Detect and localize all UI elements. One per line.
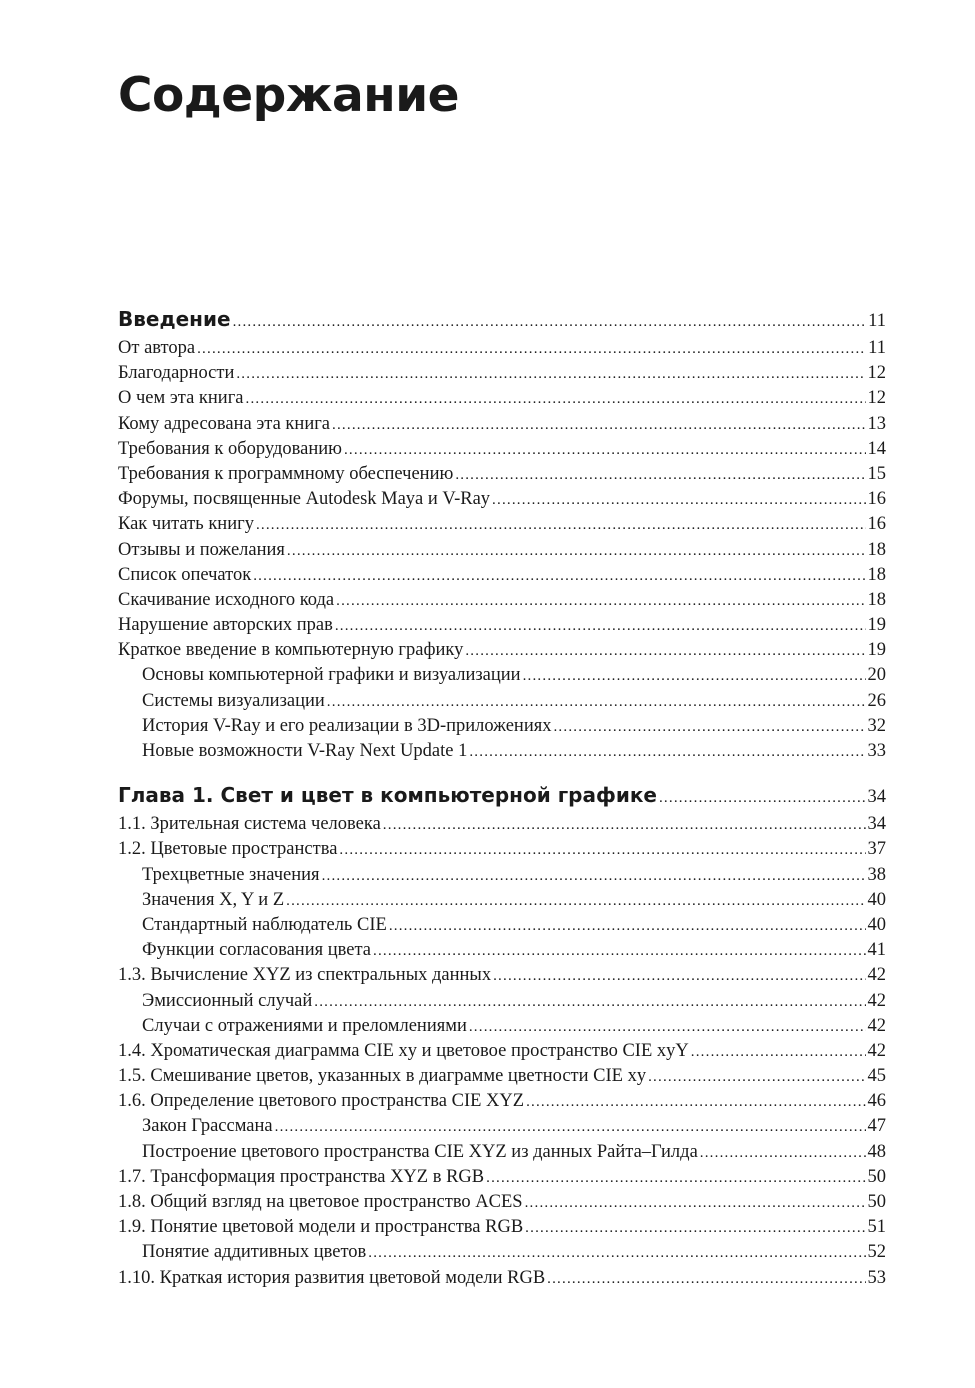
dot-leader	[700, 1141, 866, 1166]
toc-page-number: 12	[867, 363, 886, 384]
dot-leader	[332, 413, 865, 438]
toc-page-number: 41	[867, 940, 886, 961]
dot-leader	[469, 1015, 866, 1040]
toc-entry[interactable]	[118, 386, 886, 411]
toc-entry[interactable]	[118, 1266, 886, 1291]
toc-entry[interactable]	[118, 462, 886, 487]
toc-entry-label: История V-Ray и его реализации в 3D-приложениях	[142, 715, 552, 736]
toc-entry[interactable]	[118, 1039, 886, 1064]
toc-subentry[interactable]	[118, 888, 886, 913]
dot-leader	[525, 1216, 865, 1241]
dot-leader	[659, 781, 866, 815]
dot-leader	[553, 715, 865, 740]
toc-entry-label: Системы визуализации	[142, 690, 325, 711]
toc-subentry[interactable]	[118, 714, 886, 739]
toc-page-number: 42	[867, 990, 886, 1011]
toc-entry-label: Стандартный наблюдатель CIE	[142, 914, 387, 935]
toc-entry-label: Требования к оборудованию	[118, 438, 342, 459]
dot-leader	[368, 1241, 865, 1266]
toc-entry-label: Понятие аддитивных цветов	[142, 1242, 367, 1263]
dot-leader	[253, 564, 865, 589]
toc-entry-label: Нарушение авторских прав	[118, 615, 333, 636]
dot-leader	[256, 513, 866, 538]
toc-subentry[interactable]	[118, 689, 886, 714]
toc-subentry[interactable]	[118, 863, 886, 888]
toc-entry[interactable]	[118, 437, 886, 462]
toc-page-number: 38	[867, 864, 886, 885]
toc-entry[interactable]	[118, 336, 886, 361]
dot-leader	[335, 614, 866, 639]
toc-entry-label: 1.6. Определение цветового пространства CIE XYZ	[118, 1091, 525, 1112]
dot-leader	[547, 1267, 865, 1292]
toc-entry-label: 1.3. Вычисление XYZ из спектральных данных	[118, 965, 492, 986]
toc-entry[interactable]	[118, 613, 886, 638]
toc-entry-label: Случаи с отражениями и преломлениями	[142, 1015, 467, 1036]
toc-entry-label: 1.10. Краткая история развития цветовой модели RGB	[118, 1267, 546, 1288]
toc-entry-label: Форумы, посвященные Autodesk Maya и V-Ray	[118, 489, 491, 510]
toc-heading-chapter-1[interactable]	[118, 778, 886, 812]
toc-entry[interactable]	[118, 1064, 886, 1089]
dot-leader	[322, 864, 866, 889]
dot-leader	[389, 914, 866, 939]
toc-page-number: 16	[867, 489, 886, 510]
toc-page-number: 50	[867, 1192, 886, 1212]
toc-entry-label: 1.9. Понятие цветовой модели и пространства RGB	[118, 1217, 524, 1238]
toc-page-number: 18	[867, 589, 886, 610]
toc-page-number: 14	[867, 438, 886, 459]
table-of-contents	[118, 302, 886, 1291]
toc-entry[interactable]	[118, 361, 886, 386]
toc-subentry[interactable]	[118, 989, 886, 1014]
page-title: Содержание	[118, 68, 460, 123]
toc-entry[interactable]	[118, 1089, 886, 1114]
toc-entry-label: Краткое введение в компьютерную графику	[118, 640, 464, 661]
toc-entry[interactable]	[118, 563, 886, 588]
toc-entry-label: О чем эта книга	[118, 388, 244, 409]
toc-page-number: 26	[867, 690, 886, 711]
toc-entry-label: Как читать книгу	[118, 514, 254, 535]
toc-entry-label: 1.1. Зрительная система человека	[118, 814, 381, 835]
toc-heading-intro[interactable]	[118, 302, 886, 336]
toc-entry-label: 1.7. Трансформация пространства XYZ в RGB	[118, 1166, 485, 1187]
toc-subentry[interactable]	[118, 1240, 886, 1265]
dot-leader	[327, 690, 866, 715]
toc-entry[interactable]	[118, 963, 886, 988]
toc-page-number: 34	[867, 814, 886, 835]
toc-page-number: 46	[867, 1091, 886, 1112]
toc-subentry[interactable]	[118, 1140, 886, 1165]
toc-page-number: 52	[867, 1242, 886, 1263]
toc-page-number: 48	[867, 1141, 886, 1162]
dot-leader	[493, 964, 865, 989]
toc-entry-label: Закон Грассмана	[142, 1116, 273, 1137]
toc-entry[interactable]	[118, 412, 886, 437]
toc-page-number: 12	[867, 388, 886, 409]
toc-page-number: 11	[868, 338, 886, 358]
dot-leader	[492, 488, 865, 513]
toc-entry-label: Эмиссионный случай	[142, 990, 313, 1011]
toc-entry[interactable]	[118, 1190, 886, 1215]
dot-leader	[233, 305, 867, 339]
dot-leader	[691, 1040, 866, 1065]
dot-leader	[197, 337, 866, 362]
toc-entry-label: Благодарности	[118, 363, 235, 384]
toc-page-number: 34	[867, 787, 886, 808]
dot-leader	[455, 463, 865, 488]
toc-entry[interactable]	[118, 812, 886, 837]
toc-page-number: 13	[867, 413, 886, 434]
toc-entry[interactable]	[118, 1215, 886, 1240]
dot-leader	[525, 1191, 866, 1216]
toc-entry-label: Скачивание исходного кода	[118, 589, 335, 610]
toc-entry-label: Значения X, Y и Z	[142, 889, 285, 910]
toc-page-number: 19	[867, 640, 886, 661]
dot-leader	[344, 438, 866, 463]
toc-page-number: 53	[867, 1267, 886, 1288]
toc-page-number: 37	[867, 839, 886, 860]
toc-entry[interactable]	[118, 487, 886, 512]
toc-entry-label: Построение цветового пространства CIE XYZ из данных Райта–Гилда	[142, 1141, 698, 1162]
toc-entry-label: От автора	[118, 338, 196, 358]
toc-page-number: 50	[867, 1166, 886, 1187]
toc-entry-label: Требования к программному обеспечению	[118, 463, 454, 484]
dot-leader	[339, 838, 865, 863]
toc-entry-label: 1.8. Общий взгляд на цветовое пространство ACES	[118, 1192, 523, 1212]
toc-page-number: 18	[867, 564, 886, 585]
toc-entry-label: Функции согласования цвета	[142, 940, 371, 961]
dot-leader	[465, 639, 865, 664]
toc-entry-label: 1.4. Хроматическая диаграмма CIE xy и цветовое пространство CIE xyY	[118, 1040, 689, 1061]
dot-leader	[523, 664, 866, 689]
toc-page-number: 16	[867, 514, 886, 535]
toc-page-number: 51	[867, 1217, 886, 1238]
toc-entry-label: Новые возможности V-Ray Next Update 1	[142, 741, 468, 761]
dot-leader	[486, 1166, 865, 1191]
dot-leader	[314, 990, 865, 1015]
dot-leader	[246, 387, 866, 412]
toc-page-number: 42	[867, 1015, 886, 1036]
toc-page-number: 47	[867, 1116, 886, 1137]
toc-page-number: 19	[867, 615, 886, 636]
toc-entry-label: Кому адресована эта книга	[118, 413, 331, 434]
toc-entry[interactable]	[118, 638, 886, 663]
toc-entry-label: Список опечаток	[118, 564, 252, 585]
toc-page-number: 15	[867, 463, 886, 484]
toc-entry[interactable]	[118, 1165, 886, 1190]
toc-page-number: 32	[867, 715, 886, 736]
toc-subentry[interactable]	[118, 739, 886, 764]
toc-entry[interactable]	[118, 588, 886, 613]
dot-leader	[469, 740, 865, 765]
toc-page-number: 42	[867, 1040, 886, 1061]
toc-heading-label: Глава 1. Свет и цвет в компьютерной графике	[118, 783, 657, 808]
dot-leader	[648, 1065, 865, 1090]
toc-entry-label: Трехцветные значения	[142, 864, 320, 885]
toc-entry-label: 1.2. Цветовые пространства	[118, 839, 338, 860]
toc-subentry[interactable]	[118, 663, 886, 688]
dot-leader	[336, 589, 865, 614]
toc-page-number: 40	[867, 914, 886, 935]
toc-entry-label: Основы компьютерной графики и визуализации	[142, 665, 521, 686]
toc-page-number: 18	[867, 539, 886, 560]
dot-leader	[236, 362, 865, 387]
dot-leader	[526, 1090, 865, 1115]
toc-heading-label: Введение	[118, 307, 231, 331]
toc-entry-label: 1.5. Смешивание цветов, указанных в диаграмме цветности CIE xy	[118, 1066, 647, 1087]
toc-entry[interactable]	[118, 512, 886, 537]
toc-entry[interactable]	[118, 837, 886, 862]
toc-page-number: 11	[868, 311, 886, 331]
toc-subentry[interactable]	[118, 1014, 886, 1039]
toc-page-number: 42	[867, 965, 886, 986]
dot-leader	[287, 539, 866, 564]
toc-entry-label: Отзывы и пожелания	[118, 539, 285, 560]
toc-subentry[interactable]	[118, 938, 886, 963]
dot-leader	[286, 889, 865, 914]
dot-leader	[383, 813, 866, 838]
toc-page-number: 40	[867, 889, 886, 910]
toc-page-number: 33	[867, 741, 886, 761]
dot-leader	[373, 939, 866, 964]
toc-page-number: 45	[867, 1066, 886, 1087]
dot-leader	[275, 1115, 866, 1140]
toc-subentry[interactable]	[118, 1114, 886, 1139]
toc-page-number: 20	[867, 665, 886, 686]
toc-subentry[interactable]	[118, 913, 886, 938]
toc-entry[interactable]	[118, 538, 886, 563]
